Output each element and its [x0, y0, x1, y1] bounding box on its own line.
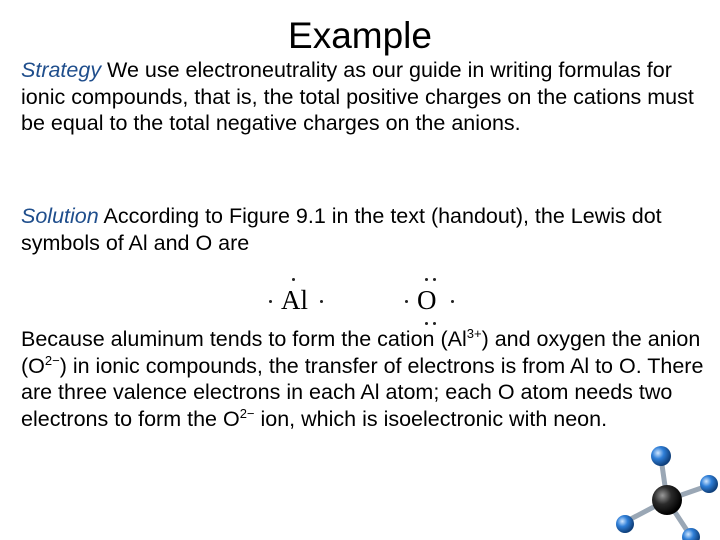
lewis-al-text: Al — [281, 285, 308, 315]
lewis-o-text: O — [417, 285, 437, 315]
solution-text: According to Figure 9.1 in the text (handout), the Lewis dot symbols of Al and O are — [21, 204, 662, 255]
strategy-label: Strategy — [21, 58, 102, 82]
o-charge: 2− — [44, 352, 60, 368]
tetrahedral-molecule-icon — [595, 440, 720, 540]
explanation-text-3: ) in ionic compounds, the transfer of electrons is from Al to O. There are three valence electrons in each Al atom; each O atom needs two electrons to form the O — [21, 353, 704, 431]
strategy-text: We use electroneutrality as our guide in writing formulas for ionic compounds, that is, the total positive charges on the cations must be equal to the total negative charges on the anions. — [21, 58, 694, 135]
o-charge: 2− — [239, 405, 255, 421]
explanation-paragraph — [21, 326, 711, 432]
electron-dot — [425, 278, 428, 281]
electron-dot — [292, 278, 295, 281]
electron-dot — [269, 300, 272, 303]
al-charge: 3+ — [466, 326, 482, 341]
strategy-paragraph — [21, 57, 711, 137]
atom — [616, 515, 634, 533]
solution-label: Solution — [21, 204, 99, 228]
electron-dot — [405, 300, 408, 303]
slide-title: Example — [288, 15, 432, 56]
electron-dot — [425, 322, 428, 325]
solution-paragraph — [21, 203, 711, 256]
atom — [700, 475, 718, 493]
electron-dot — [433, 278, 436, 281]
explanation-text-2: ) and oxygen the anion (O — [21, 327, 701, 378]
center-atom — [652, 485, 682, 515]
electron-dot — [451, 300, 454, 303]
atom — [651, 446, 671, 466]
electron-dot — [433, 322, 436, 325]
electron-dot — [320, 300, 323, 303]
explanation-text-1: Because aluminum tends to form the cation (Al — [21, 327, 467, 351]
explanation-text-4: ion, which is isoelectronic with neon. — [254, 406, 608, 431]
